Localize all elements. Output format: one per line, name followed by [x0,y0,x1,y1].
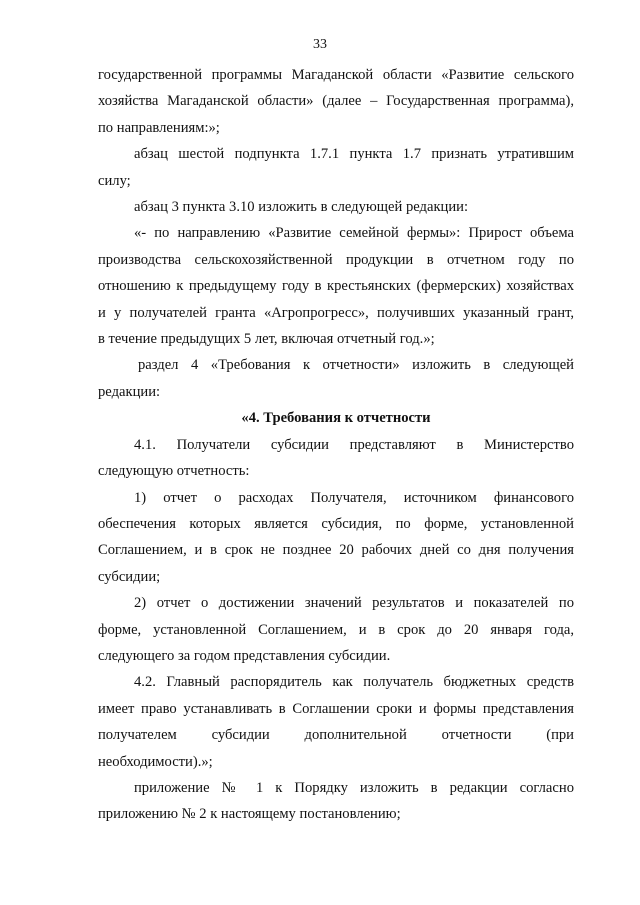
text-line: 4.1. Получатели субсидии представляют в Министерство [134,436,574,453]
paragraph-family-farm [98,220,574,352]
text-line: «- по направлению «Развитие семейной фермы»: Прирост объема [134,225,574,242]
paragraph-4-1 [98,432,574,485]
paragraph-item-2 [98,590,574,669]
text-line: редакции: [98,383,161,400]
text-line: силу; [98,172,131,189]
paragraph-appendix [98,775,574,828]
text-line: раздел 4 «Требования к отчетности» изложить в следующей [138,357,574,374]
text-line: абзац 3 пункта 3.10 изложить в следующей редакции: [134,199,469,216]
text-line: приложение № 1 к Порядку изложить в редакции согласно [134,779,574,796]
text-line: обеспечения которых является субсидия, по форме, установленной [98,515,574,532]
text-line: Соглашением, и в срок не позднее 20 рабочих дней со дня получения [98,542,574,559]
text-line: имеет право устанавливать в Соглашении сроки и формы представления [98,700,574,717]
text-line: абзац шестой подпункта 1.7.1 пункта 1.7 признать утратившим [134,146,574,163]
document-body [98,62,574,828]
text-line: производства сельскохозяйственной продукции в отчетном году по [98,251,574,268]
paragraph-abzats-shestoy [98,141,574,194]
text-line: 4.2. Главный распорядитель как получатель бюджетных средств [134,674,574,691]
text-line: субсидии; [98,568,161,585]
text-line: следующую отчетность: [98,463,250,480]
section-heading: «4. Требования к отчетности [241,410,431,427]
text-line: и у получателей гранта «Агропрогресс», получивших указанный грант, [98,304,574,321]
text-line: отношению к предыдущему году в крестьянских (фермерских) хозяйствах [98,278,574,295]
paragraph-abzats-3 [98,194,574,220]
text-line: 2) отчет о достижении значений результатов и показателей по [134,595,574,612]
paragraph-4-2 [98,669,574,775]
text-line: получателем субсидии дополнительной отчетности (при [98,727,574,744]
text-line: следующего за годом представления субсидии. [98,647,391,664]
text-line: 1) отчет о расходах Получателя, источником финансового [134,489,574,506]
text-line: приложению № 2 к настоящему постановлению; [98,806,401,823]
text-line: форме, установленной Соглашением, и в срок до 20 января года, [98,621,574,638]
text-line: необходимости).»; [98,753,213,770]
text-line: хозяйства Магаданской области» (далее – Государственная программа), [98,93,574,110]
paragraph-section-4-intro [98,352,574,405]
paragraph-item-1 [98,485,574,591]
page-number: 33 [313,37,327,52]
paragraph-program-continuation [98,62,574,141]
text-line: в течение предыдущих 5 лет, включая отчетный год.»; [98,331,435,348]
text-line: государственной программы Магаданской области «Развитие сельского [98,67,574,83]
text-line: по направлениям:»; [98,119,220,136]
